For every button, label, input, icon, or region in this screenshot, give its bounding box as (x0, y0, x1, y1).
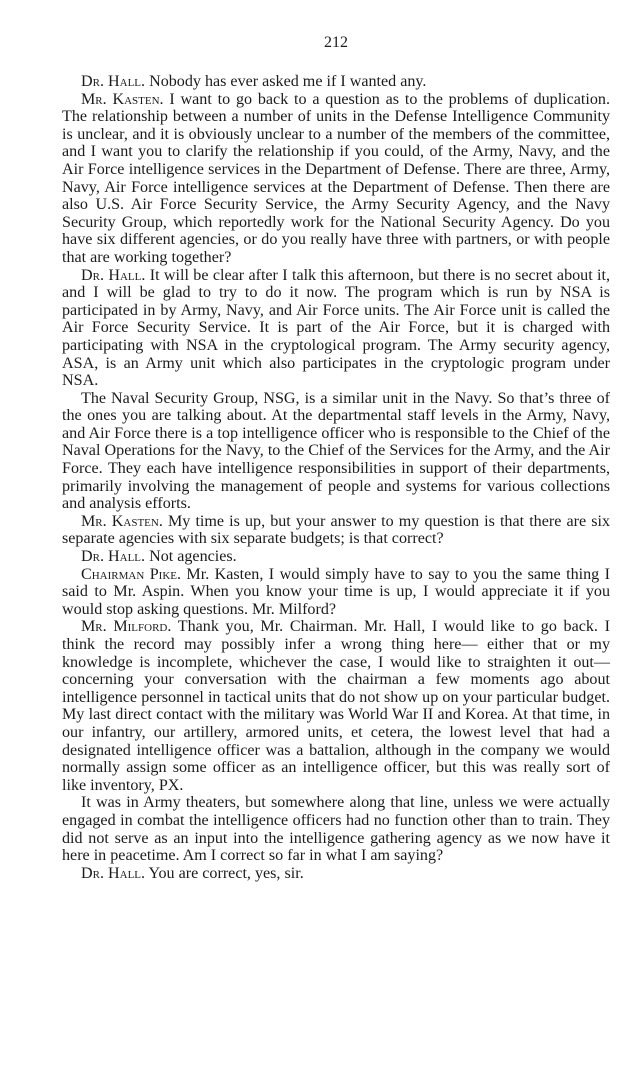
paragraph (62, 566, 610, 619)
paragraph (62, 794, 610, 864)
paragraph (62, 865, 610, 883)
paragraph-text: Thank you, Mr. Chairman. Mr. Hall, I would like to go back. I think the record may possibly infer a wrong thing here— either that or my knowledge is incomplete, whichever the case, I would like to straighten it out—concerning your conversation with the chairman a few moments ago about intelligence personnel in tactical units that do not show up on your particular budget. My last direct contact with the military was World War II and Korea. At that time, in our infantry, our artillery, armored units, et cetera, the lowest level that had a designated intelligence officer was a battalion, although in the company we would normally assign some officer as an intelligence officer, but this was really sort of like inventory, PX. (62, 618, 610, 794)
paragraph (62, 73, 610, 91)
speaker-name: Mr. Kasten. (81, 512, 163, 530)
paragraph (62, 91, 610, 267)
document-page (62, 34, 610, 882)
paragraph-text: Mr. Kasten, I would simply have to say to you the same thing I said to Mr. Aspin. When you know your time is up, I would appreciate it if you would stop asking questions. Mr. Milford? (62, 565, 610, 618)
speaker-name: Mr. Kasten. (81, 90, 164, 108)
paragraph-text: My time is up, but your answer to my question is that there are six separate agencies with six separate budgets; is that correct? (62, 512, 610, 548)
paragraph (62, 548, 610, 566)
paragraph (62, 390, 610, 513)
paragraph-text: I want to go back to a question as to the problems of duplication. The relationship between a number of units in the Defense Intelligence Community is unclear, and it is obviously unclear to a number of the members of the committee, and I want you to clarify the relationship if you could, of the Army, Navy, and the Air Force intelligence services in the Department of Defense. There are three, Army, Navy, Air Force intelligence services at the Department of Defense. Then there are also U.S. Air Force Security Service, the Army Security Agency, and the Navy Security Group, which reportedly work for the National Security Agency. Do you have six different agencies, or do you really have three with partners, or with people that are working together? (62, 90, 610, 266)
paragraph-text: It was in Army theaters, but somewhere along that line, unless we were actually engaged in combat the intelligence officers had no function other than to train. They did not serve as an input into the intelligence gathering agency as we now have it here in peacetime. Am I correct so far in what I am saying? (62, 794, 610, 865)
speaker-name: Chairman Pike. (81, 565, 182, 583)
paragraph (62, 513, 610, 548)
speaker-name: Dr. Hall. (81, 548, 146, 566)
page-number: 212 (324, 34, 348, 51)
speaker-name: Dr. Hall. (81, 864, 146, 882)
paragraph-text: You are correct, yes, sir. (145, 864, 304, 882)
paragraph-text: Nobody has ever asked me if I wanted any. (145, 73, 427, 90)
paragraph (62, 618, 610, 794)
paragraph (62, 267, 610, 390)
paragraph-text: Not agencies. (145, 548, 237, 566)
speaker-name: Dr. Hall. (81, 73, 146, 90)
paragraph-text: The Naval Security Group, NSG, is a similar unit in the Navy. So that’s three of the ones you are talking about. At the departmental staff levels in the Army, Navy, and Air Force there is a top intelligence officer who is responsible to the Chief of the Naval Operations for the Navy, to the Chief of the Services for the Army, and the Air Force. They each have intelligence responsibilities in support of their departments, primarily involving the management of people and systems for various collections and analysis efforts. (62, 389, 610, 513)
paragraph-text: It will be clear after I talk this afternoon, but there is no secret about it, and I will be glad to try to do it now. The program which is run by NSA is participated in by Army, Navy, and Air Force units. The Air Force unit is called the Air Force Security Service. It is part of the Air Force, but it is charged with participating with NSA in the cryptological program. The Army security agency, ASA, is an Army unit which also participates in the cryptologic program under NSA. (62, 266, 610, 390)
speaker-name: Dr. Hall. (81, 266, 146, 284)
speaker-name: Mr. Milford. (81, 618, 172, 636)
